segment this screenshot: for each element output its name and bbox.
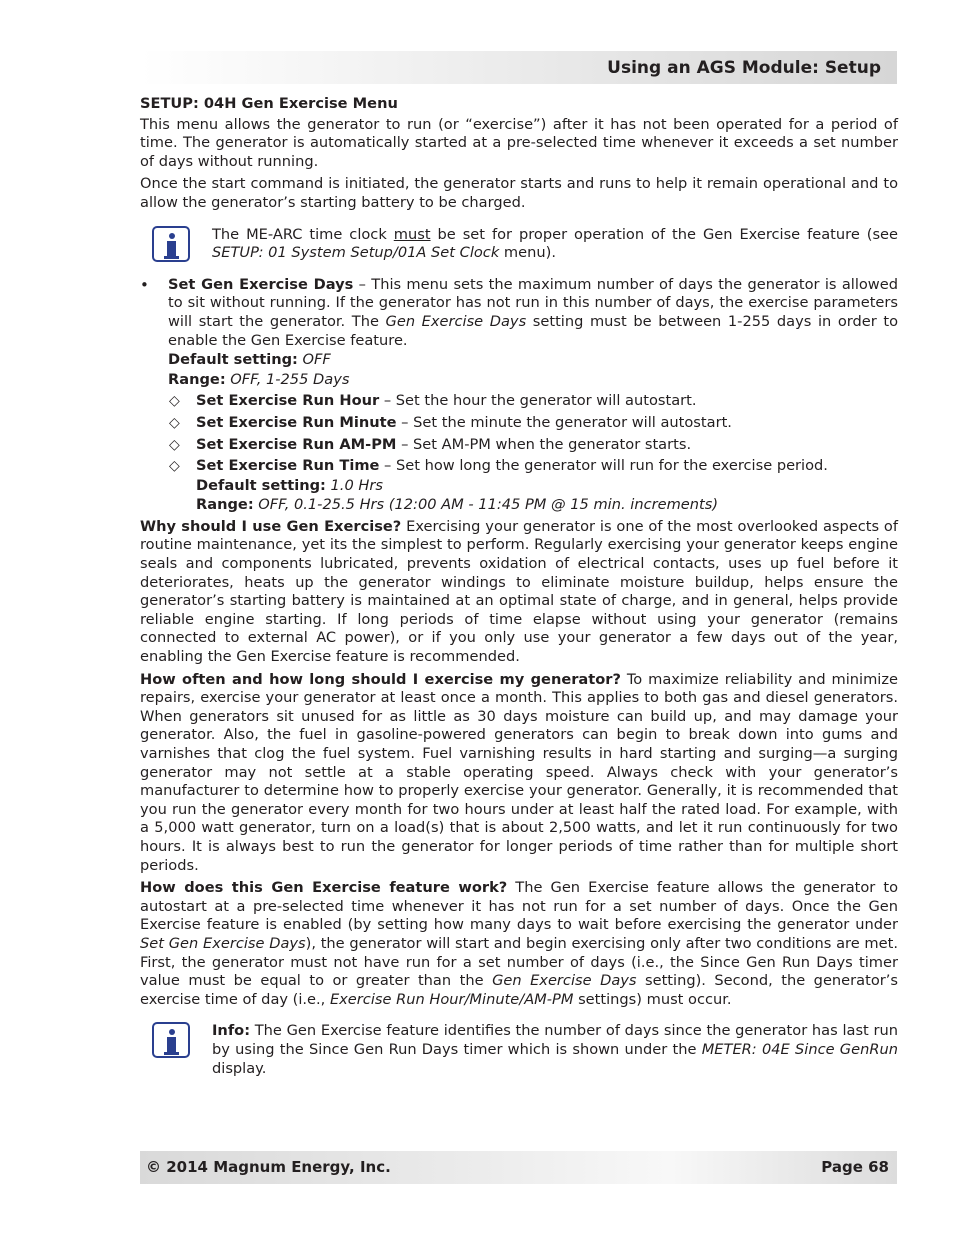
note-must: must	[393, 225, 431, 243]
diamond-icon: ◇	[169, 414, 180, 431]
default-value: 1.0 Hrs	[325, 476, 383, 494]
bullet-em: Gen Exercise Days	[385, 312, 527, 330]
header-title: Using an AGS Module: Setup	[607, 58, 881, 78]
bullet-label: Set Gen Exercise Days	[168, 275, 354, 293]
why-paragraph	[140, 518, 898, 667]
note-text-c: menu).	[499, 244, 556, 262]
range-label: Range:	[196, 496, 254, 514]
sub-item-run-time	[168, 457, 898, 515]
how-work-label: How does this Gen Exercise feature work?	[140, 879, 508, 897]
page-number: Page 68	[821, 1158, 889, 1176]
range-value: OFF, 1-255 Days	[225, 370, 350, 388]
intro-paragraph-1: This menu allows the generator to run (or “exercise”) after it has not been operated for a period of time. The generator is automatically started at a pre-selected time whenever it exceeds a set number of days without running.	[140, 115, 898, 170]
sub-text: – Set AM-PM when the generator starts.	[396, 435, 692, 453]
info-icon	[152, 226, 190, 262]
how-work-em-3: Exercise Run Hour/Minute/AM-PM	[329, 990, 574, 1008]
run-time-default	[196, 477, 898, 496]
copyright: © 2014 Magnum Energy, Inc.	[146, 1158, 391, 1176]
run-time-range	[196, 496, 898, 515]
sub-item-run-ampm	[168, 436, 898, 455]
diamond-icon: ◇	[169, 393, 180, 410]
info-icon	[152, 1022, 190, 1058]
note-ref: SETUP: 01 System Setup/01A Set Clock	[212, 244, 500, 262]
sub-text: – Set the hour the generator will autostart.	[379, 392, 697, 410]
sub-text: – Set the minute the generator will autostart.	[396, 413, 732, 431]
info-label: Info:	[212, 1022, 251, 1040]
intro-paragraph-2: Once the start command is initiated, the generator starts and runs to help it remain operational and to allow the generator’s starting battery to be charged.	[140, 175, 898, 211]
sub-label: Set Exercise Run Hour	[196, 392, 380, 410]
bullet-symbol: •	[140, 275, 149, 294]
how-work-text-1: The Gen Exercise feature allows the generator to autostart at a pre-selected time whenever it has not run for a set number of days. Once the Gen Exercise feature is enabled (by setting how many days to wait before exercising the generator under	[140, 879, 898, 934]
gen-exercise-days-item	[140, 276, 898, 515]
info-note	[140, 1022, 898, 1078]
why-label: Why should I use Gen Exercise?	[140, 517, 402, 535]
how-work-text-2: ), the generator will start and begin exercising only after two conditions are met. First, the generator must not have run for a set number of days (i.e., the Since Gen Run Days timer value must be equal to or greater than the	[140, 934, 898, 990]
how-work-em-2: Gen Exercise Days	[492, 972, 637, 990]
how-work-em-1: Set Gen Exercise Days	[140, 934, 306, 952]
how-often-paragraph	[140, 671, 898, 876]
default-label: Default setting:	[196, 476, 326, 494]
how-work-paragraph	[140, 879, 898, 1009]
default-label: Default setting:	[168, 351, 298, 369]
bullet-text-2: setting must be between 1-255 days in order to enable the Gen Exercise feature.	[168, 312, 898, 349]
page-footer	[140, 1151, 897, 1184]
note-text-a: The ME-ARC time clock	[212, 225, 394, 243]
sub-label: Set Exercise Run Time	[196, 457, 380, 475]
why-text: Exercising your generator is one of the most overlooked aspects of routine maintenance, yet its the simplest to perform. Regularly exercising your generator keeps engine seals and components lubricated, prevents oxidation of electrical contacts, uses up fuel before it deteriorates, heats up the generator windings to eliminate moisture buildup, helps ensure the generator’s starting battery is maintained at an optimal state of charge, and in general, helps provide reliable engine starting. If long periods of time elapse without using your generator (remains connected to external AC power), or if you only use your generator a few days out of the year, enabling the Gen Exercise feature is recommended.	[140, 517, 899, 666]
how-work-text-4: settings) must occur.	[573, 990, 732, 1008]
how-often-text: To maximize reliability and minimize repairs, exercise your generator at least once a month. This applies to both gas and diesel generators. When generators sit unused for as little as 30 days moisture can build up, and may damage your generator. Also, the fuel in gasoline-powered generators can begin to break down into gums and varnishes that clog the fuel system. Fuel varnishing results in hard starting and surging—a surging generator may not settle at a stable operating speed. Always check with your generator’s manufacturer to determine how to properly exercise your generator. Generally, it is recommended that you run the generator every month for two hours under at least half the rated load. For example, with a 5,000 watt generator, turn on a load(s) that is about 2,500 watts, and let it run continuously for two hours. It is always best to run the generator for longer periods of time rather than for multiple short periods.	[140, 670, 899, 874]
range-label: Range:	[168, 370, 226, 388]
default-value: OFF	[297, 351, 331, 369]
sub-label: Set Exercise Run Minute	[196, 413, 397, 431]
default-setting	[168, 351, 898, 370]
note-text-b: be set for proper operation of the Gen Exercise feature (see	[430, 225, 899, 243]
clock-note	[140, 226, 898, 263]
sub-label: Set Exercise Run AM-PM	[196, 435, 397, 453]
page-header	[140, 51, 897, 84]
sub-text: – Set how long the generator will run for the exercise period.	[379, 457, 828, 475]
info-ref: METER: 04E Since GenRun	[701, 1040, 898, 1058]
sub-item-run-hour	[168, 392, 898, 411]
info-text-a: The Gen Exercise feature identifies the number of days since the generator has last run by using the Since Gen Run Days timer which is shown under the	[212, 1022, 898, 1058]
how-often-label: How often and how long should I exercise my generator?	[140, 670, 621, 688]
bullet-text-1: – This menu sets the maximum number of days the generator is allowed to sit without running. If the generator has not run in this number of days, the exercise parameters will start the generator. The	[168, 275, 898, 330]
info-text-b: display.	[212, 1059, 267, 1077]
range-value: OFF, 0.1-25.5 Hrs (12:00 AM - 11:45 PM @ 15 min. increments)	[253, 496, 719, 514]
how-work-text-3: setting). Second, the generator’s exercise time of day (i.e.,	[140, 972, 898, 1008]
page-content	[140, 95, 898, 1091]
diamond-icon: ◇	[169, 436, 180, 453]
sub-item-run-minute	[168, 414, 898, 433]
range-setting	[168, 371, 898, 390]
diamond-icon: ◇	[169, 458, 180, 475]
section-title: SETUP: 04H Gen Exercise Menu	[140, 95, 398, 112]
